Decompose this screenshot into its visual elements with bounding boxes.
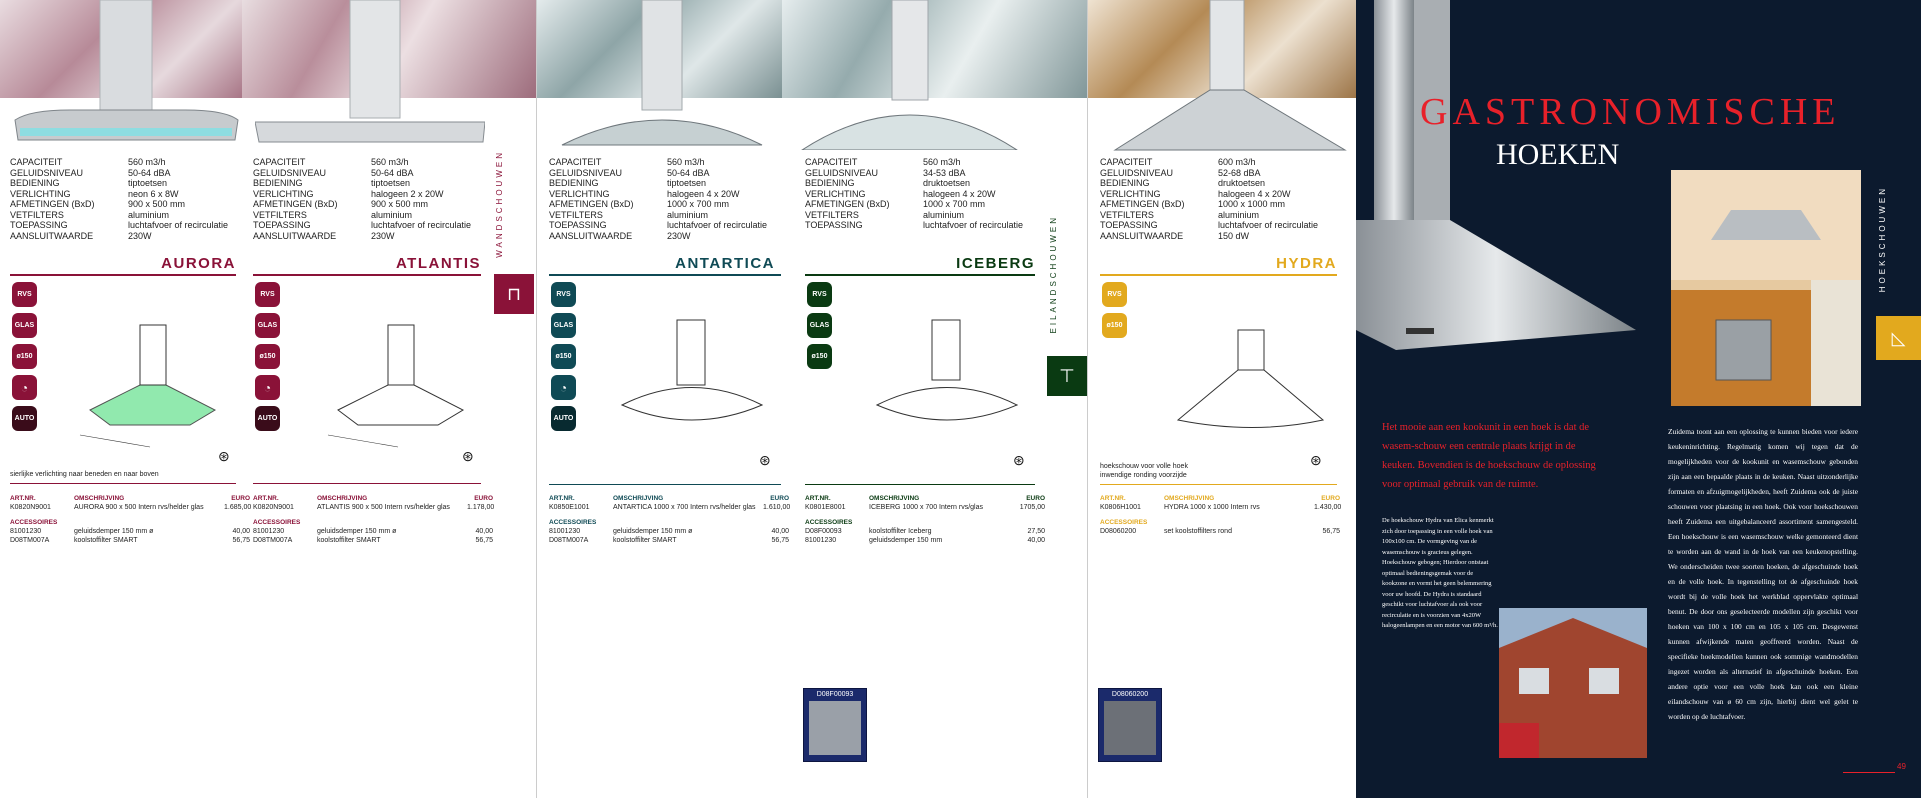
spec-key: VETFILTERS: [253, 209, 307, 220]
col-art: ART.NR.: [10, 495, 36, 502]
col-omschrijving: OMSCHRIJVING: [317, 495, 368, 502]
col-art: ART.NR.: [805, 495, 831, 502]
spec-key: TOEPASSING: [10, 220, 68, 230]
aurora-hood-image: [10, 0, 242, 150]
spec-value: luchtafvoer of recirculatie: [128, 220, 229, 230]
spec-value: druktoetsen: [923, 178, 971, 188]
spec-value: 230W: [128, 230, 152, 241]
col-art: ART.NR.: [253, 495, 279, 502]
auto-badge: AUTO: [12, 406, 37, 431]
spec-value: 1000 x 700 mm: [667, 199, 730, 209]
auto-badge: AUTO: [255, 406, 280, 431]
spec-key: AANSLUITWAARDE: [253, 230, 337, 241]
aurora-specs: [10, 157, 228, 241]
glas-badge: GLAS: [255, 313, 280, 338]
spec-key: GELUIDSNIVEAU: [253, 167, 327, 178]
spec-key: VETFILTERS: [10, 209, 64, 220]
aurora-title: AURORA: [161, 255, 236, 272]
table-row: 81001230 geluidsdemper 150 mm ø 40,00: [10, 528, 250, 535]
spec-value: 230W: [371, 230, 395, 241]
hydra-table-rule: [1100, 484, 1337, 485]
col-euro: EURO: [474, 495, 493, 502]
house-photo: [1499, 608, 1647, 758]
spec-value: druktoetsen: [1218, 178, 1266, 188]
page-eilandschouwen: [536, 0, 1088, 798]
spec-key: TOEPASSING: [805, 220, 863, 230]
iceberg-table-rule: [805, 484, 1035, 485]
aurora-title-rule: [10, 274, 236, 276]
hydra-badges: [1102, 282, 1127, 338]
spec-key: VETFILTERS: [1100, 209, 1154, 220]
spec-key: GELUIDSNIVEAU: [10, 167, 84, 178]
iceberg-filter-image: [803, 688, 867, 762]
antartica-technical-drawing: [607, 310, 772, 450]
silence-icon: ◔: [12, 375, 37, 400]
col-art: ART.NR.: [549, 495, 575, 502]
antartica-specs: [549, 157, 767, 241]
spec-value: 1000 x 1000 mm: [1218, 199, 1286, 209]
spec-key: CAPACITEIT: [10, 157, 63, 167]
iceberg-title-rule: [805, 274, 1035, 276]
glas-badge: GLAS: [807, 313, 832, 338]
glas-badge: GLAS: [12, 313, 37, 338]
spec-value: 900 x 500 mm: [371, 199, 429, 209]
spec-value: halogeen 4 x 20W: [667, 188, 740, 199]
iceberg-hood-image: [792, 0, 1022, 150]
spec-value: 34-53 dBA: [923, 167, 966, 178]
spec-value: tiptoetsen: [371, 178, 411, 188]
gastro-intro: Het mooie aan een kookunit in een hoek is dat de wasem-schouw een centrale plaats krijgt in de keuken. Bovendien is de hoekschouw de oplossing voor optimaal gebruik van de ruimte.: [1382, 422, 1596, 490]
col-omschrijving: OMSCHRIJVING: [74, 495, 125, 502]
spec-key: TOEPASSING: [549, 220, 607, 230]
rvs-badge: RVS: [807, 282, 832, 307]
aurora-badges: [12, 282, 37, 431]
spec-value: halogeen 4 x 20W: [1218, 188, 1291, 199]
spec-value: 52-68 dBA: [1218, 167, 1261, 178]
table-row: D08TM007A koolstoffilter SMART 56,75: [253, 537, 493, 544]
table-row: D08TM007A koolstoffilter SMART 56,75: [10, 537, 250, 544]
table-row: D08F00093 koolstoffilter Iceberg 27,50: [805, 528, 1045, 535]
iceberg-price-table: [805, 494, 1045, 545]
page-number: 49: [1897, 762, 1906, 771]
table-row: K0801E8001 ICEBERG 1000 x 700 Intern rvs/glas 1705,00: [805, 504, 1045, 511]
atlantis-hood-image: [255, 0, 485, 150]
spec-value: 50-64 dBA: [128, 167, 171, 178]
page-number-rule: [1843, 772, 1895, 773]
hydra-title-rule: [1100, 274, 1337, 276]
spec-key: AFMETINGEN (BxD): [549, 199, 634, 209]
spec-value: luchtafvoer of recirculatie: [667, 220, 768, 230]
spec-key: CAPACITEIT: [1100, 157, 1153, 167]
gastro-hydra-text: De hoekschouw Hydra van Elica kenmerkt zich door toepassing in een volle hoek van 100x100 cm. De vormgeving van de wasemschouw is gracieus gelegen. Hoekschouw gebogen; Hierdoor ontstaat optimaal bedieningsgemak voor de kookzone en vormt het geen belemmering voor uw hoofd. De Hydra is standaard geschikt voor luchtafvoer als ook voor recirculatie en is voorzien van 4x20W halogeenlampen en een motor van 600 m³/h.: [1382, 517, 1498, 629]
hydra-hood-image: [1100, 0, 1350, 160]
antartica-fan-icon: ⊛: [759, 452, 771, 468]
gastro-title: GASTRONOMISCHE: [1420, 91, 1841, 133]
spec-value: 230W: [667, 230, 691, 241]
table-row: K0850E1001 ANTARTICA 1000 x 700 Intern rvs/helder glas 1.610,00: [549, 504, 791, 511]
table-row: D08TM007A koolstoffilter SMART 56,75: [549, 537, 789, 544]
spec-value: aluminium: [667, 209, 709, 220]
page-hydra: [1087, 0, 1357, 798]
spec-value: luchtafvoer of recirculatie: [923, 220, 1024, 230]
table-row: 81001230 geluidsdemper 150 mm ø 40,00: [549, 528, 789, 535]
wall-hood-icon: ⊓: [494, 274, 534, 314]
spec-value: 560 m3/h: [923, 157, 961, 167]
spec-key: GELUIDSNIVEAU: [1100, 167, 1174, 178]
spec-key: BEDIENING: [549, 178, 599, 188]
iceberg-specs: [805, 157, 1023, 231]
spec-value: 560 m3/h: [371, 157, 409, 167]
spec-key: AFMETINGEN (BxD): [1100, 199, 1185, 209]
diameter-badge: ø150: [12, 344, 37, 369]
spec-value: aluminium: [371, 209, 413, 220]
filter-mesh: [1104, 701, 1156, 755]
table-row: K0806H1001 HYDRA 1000 x 1000 Intern rvs 1.430,00: [1100, 504, 1342, 511]
auto-badge: AUTO: [551, 406, 576, 431]
aurora-price-table: [10, 494, 250, 545]
diameter-badge: ø150: [551, 344, 576, 369]
spec-value: neon 6 x 8W: [128, 188, 179, 199]
col-omschrijving: OMSCHRIJVING: [1164, 495, 1215, 502]
spec-key: VETFILTERS: [805, 209, 859, 220]
spec-value: 50-64 dBA: [667, 167, 710, 178]
spec-value: aluminium: [1218, 209, 1260, 220]
iceberg-technical-drawing: [862, 310, 1027, 450]
kitchen-photo: [1671, 170, 1861, 406]
spec-key: AANSLUITWAARDE: [1100, 230, 1184, 241]
col-euro: EURO: [1321, 495, 1340, 502]
spec-key: TOEPASSING: [253, 220, 311, 230]
hydra-note: hoekschouw voor volle hoek inwendige ronding voorzijde: [1100, 463, 1188, 479]
filter-mesh: [809, 701, 861, 755]
spec-key: CAPACITEIT: [549, 157, 602, 167]
spec-key: BEDIENING: [10, 178, 60, 188]
spec-key: VERLICHTING: [253, 188, 314, 199]
spec-key: GELUIDSNIVEAU: [549, 167, 623, 178]
col-art: ART.NR.: [1100, 495, 1126, 502]
spec-value: 560 m3/h: [667, 157, 705, 167]
silence-icon: ◔: [255, 375, 280, 400]
col-euro: EURO: [770, 495, 789, 502]
corner-hood-photo: [1356, 0, 1656, 360]
hoekschouwen-side-label: HOEKSCHOUWEN: [1878, 186, 1887, 293]
col-omschrijving: OMSCHRIJVING: [869, 495, 920, 502]
spec-key: AFMETINGEN (BxD): [253, 199, 338, 209]
spec-key: VERLICHTING: [805, 188, 866, 199]
table-row: 81001230 geluidsdemper 150 mm ø 40,00: [253, 528, 493, 535]
atlantis-technical-drawing: [318, 315, 478, 450]
hydra-specs: [1100, 157, 1318, 241]
spec-value: tiptoetsen: [128, 178, 168, 188]
rvs-badge: RVS: [1102, 282, 1127, 307]
spec-value: 600 m3/h: [1218, 157, 1256, 167]
antartica-title-rule: [549, 274, 781, 276]
hydra-filter-image: [1098, 688, 1162, 762]
spec-value: aluminium: [923, 209, 965, 220]
antartica-price-table: [549, 494, 789, 545]
page-wandschouwen: [0, 0, 536, 798]
diameter-badge: ø150: [1102, 313, 1127, 338]
antartica-badges: [551, 282, 576, 431]
spec-key: AANSLUITWAARDE: [10, 230, 94, 241]
atlantis-specs: [253, 157, 471, 241]
eilandschouwen-side-label: EILANDSCHOUWEN: [1049, 215, 1058, 334]
aurora-technical-drawing: [70, 315, 230, 450]
spec-value: tiptoetsen: [667, 178, 707, 188]
gastro-subtitle: HOEKEN: [1496, 138, 1620, 171]
spec-key: TOEPASSING: [1100, 220, 1158, 230]
atlantis-title: ATLANTIS: [395, 255, 481, 272]
spec-key: AANSLUITWAARDE: [549, 230, 633, 241]
spec-key: AFMETINGEN (BxD): [805, 199, 890, 209]
hydra-price-table: [1100, 494, 1340, 536]
spec-value: 1000 x 700 mm: [923, 199, 986, 209]
hoekschouwen-tab: ◺: [1876, 316, 1921, 360]
spec-key: AFMETINGEN (BxD): [10, 199, 95, 209]
iceberg-fan-icon: ⊛: [1013, 452, 1025, 468]
accessories-heading: ACCESSOIRES: [805, 519, 853, 526]
silence-icon: ◔: [551, 375, 576, 400]
iceberg-title: ICEBERG: [956, 255, 1035, 272]
atlantis-title-rule: [253, 274, 481, 276]
antartica-table-rule: [549, 484, 781, 485]
aurora-note: sierlijke verlichting naar beneden en naar boven: [10, 471, 159, 478]
table-row: K0820N9001 ATLANTIS 900 x 500 Intern rvs/helder glas 1.178,00: [253, 504, 495, 511]
spec-value: 50-64 dBA: [371, 167, 414, 178]
spec-key: BEDIENING: [253, 178, 303, 188]
spec-value: 150 dW: [1218, 230, 1250, 241]
spec-key: VETFILTERS: [549, 209, 603, 220]
spec-key: CAPACITEIT: [805, 157, 858, 167]
col-euro: EURO: [1026, 495, 1045, 502]
atlantis-price-table: [253, 494, 493, 545]
atlantis-fan-icon: ⊛: [462, 448, 474, 464]
iceberg-badges: [807, 282, 832, 369]
spec-value: 560 m3/h: [128, 157, 166, 167]
col-euro: EURO: [231, 495, 250, 502]
aurora-fan-icon: ⊛: [218, 448, 230, 464]
diameter-badge: ø150: [807, 344, 832, 369]
spec-value: halogeen 2 x 20W: [371, 188, 444, 199]
antartica-hood-image: [547, 0, 777, 150]
atlantis-table-rule: [253, 483, 481, 484]
spec-key: VERLICHTING: [10, 188, 71, 199]
gastro-zuidema-text: Zuidema toont aan een oplossing te kunnen bieden voor iedere keukeninrichting. Regelmatig komen wij tegen dat de mogelijkheden voor de kookunit en wasemschouw gebonden zijn aan een bepaalde plaats in de keuken. Naast uitzonderlijke formaten en afzuigmogelijkheden, heeft Zuidema ook de juiste schouwen voor plaatsing in een hoek. Ook voor hoekschouwen heeft Zuidema een uitgebalanceerd assortiment samengesteld. Een hoekschouw is een wasemschouw welke gemonteerd dient te worden aan de wand in de hoek van een keukenopstelling. We onderscheiden twee soorten hoeken, de afgeschuinde hoek en de volle hoek. In tegenstelling tot de afgeschuinde hoek wordt bij de volle hoek het werkblad oppervlakte optimaal benut. De door ons geselecteerde modellen zijn geschikt voor hoeken van 100 x 100 cm en 105 x 105 cm. Desgewenst kunnen afwijkende maten geoffreerd worden. Naast de specifieke hoekmodellen kunnen ook sommige wandmodellen ingezet worden als alternatief in afgeschuinde hoeken. Een andere optie voor een volle hoek kan ook een kleine eilandschouw van ø 60 cm zijn, hierbij dient wel gelet te worden op de luchtafvoer.: [1668, 427, 1858, 721]
rvs-badge: RVS: [255, 282, 280, 307]
spec-key: CAPACITEIT: [253, 157, 306, 167]
hydra-title: HYDRA: [1276, 255, 1337, 272]
hydra-technical-drawing: [1168, 320, 1333, 450]
spec-key: VERLICHTING: [549, 188, 610, 199]
spec-value: 900 x 500 mm: [128, 199, 186, 209]
island-hood-icon: ⊤: [1047, 356, 1087, 396]
wandschouwen-side-label: WANDSCHOUWEN: [495, 150, 504, 258]
diameter-badge: ø150: [255, 344, 280, 369]
rvs-badge: RVS: [12, 282, 37, 307]
table-row: D08060200 set koolstoffilters rond 56,75: [1100, 528, 1340, 535]
glas-badge: GLAS: [551, 313, 576, 338]
accessories-heading: ACCESSOIRES: [253, 519, 301, 526]
spec-key: GELUIDSNIVEAU: [805, 167, 879, 178]
table-row: K0820N9001 AURORA 900 x 500 Intern rvs/helder glas 1.685,00: [10, 504, 252, 511]
antartica-title: ANTARTICA: [675, 255, 775, 272]
atlantis-badges: [255, 282, 280, 431]
accessories-heading: ACCESSOIRES: [10, 519, 58, 526]
page-gastronomische-hoeken: [1356, 0, 1921, 798]
aurora-table-rule: [10, 483, 236, 484]
spec-value: aluminium: [128, 209, 170, 220]
filter-label: D08060200: [1111, 691, 1149, 698]
spec-value: halogeen 4 x 20W: [923, 188, 996, 199]
spec-key: BEDIENING: [805, 178, 855, 188]
rvs-badge: RVS: [551, 282, 576, 307]
accessories-heading: ACCESSOIRES: [1100, 519, 1148, 526]
accessories-heading: ACCESSOIRES: [549, 519, 597, 526]
spec-key: BEDIENING: [1100, 178, 1150, 188]
hydra-fan-icon: ⊛: [1310, 452, 1322, 468]
spec-value: luchtafvoer of recirculatie: [371, 220, 472, 230]
filter-label: D08F00093: [816, 691, 854, 698]
spec-key: VERLICHTING: [1100, 188, 1161, 199]
table-row: 81001230 geluidsdemper 150 mm 40,00: [805, 537, 1045, 544]
spec-value: luchtafvoer of recirculatie: [1218, 220, 1319, 230]
col-omschrijving: OMSCHRIJVING: [613, 495, 664, 502]
